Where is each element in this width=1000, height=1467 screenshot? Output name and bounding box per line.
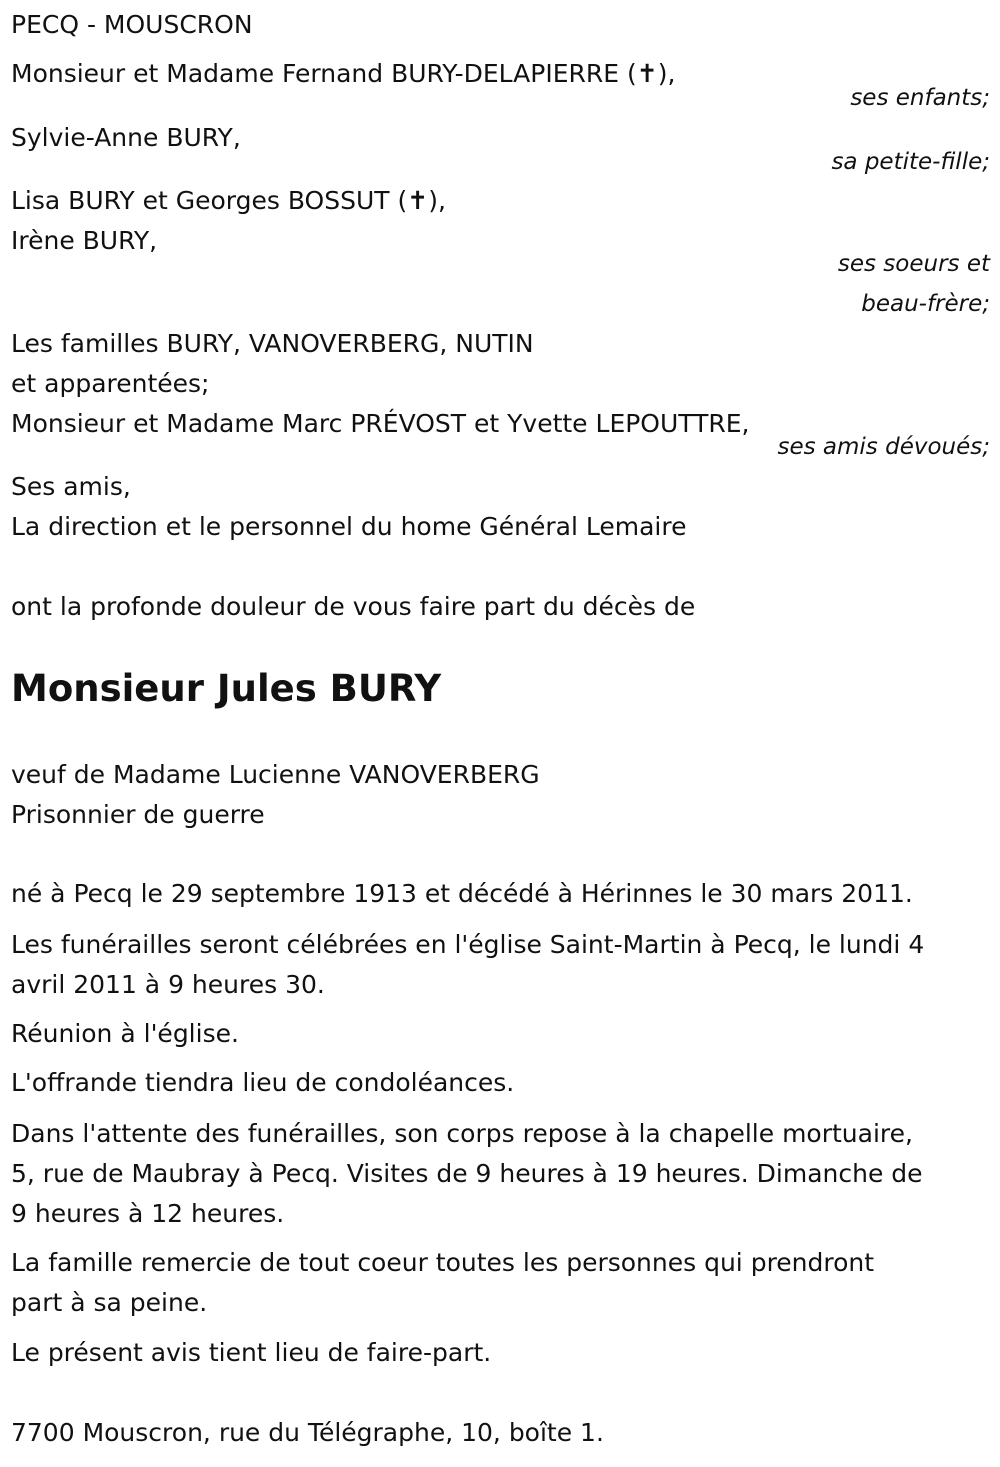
granddaughter-role: sa petite-fille; <box>831 149 990 175</box>
sisters-role-1: ses soeurs et <box>837 251 990 277</box>
meeting-line: Réunion à l'église. <box>11 1019 239 1048</box>
home-staff-line: La direction et le personnel du home Général Lemaire <box>11 512 687 541</box>
sister-line-2: Irène BURY, <box>11 226 158 255</box>
thanks-line-1: La famille remercie de tout coeur toutes les personnes qui prendront <box>11 1248 875 1277</box>
children-role: ses enfants; <box>850 85 990 111</box>
notice-line: Le présent avis tient lieu de faire-part. <box>11 1338 492 1367</box>
friends-couple-line: Monsieur et Madame Marc PRÉVOST et Yvette LEPOUTTRE, <box>11 409 750 438</box>
families-line-1: Les familles BURY, VANOVERBERG, NUTIN <box>11 329 534 358</box>
friends-couple-role: ses amis dévoués; <box>777 434 990 460</box>
sister-line-1: Lisa BURY et Georges BOSSUT (✝), <box>11 186 446 215</box>
birth-death-line: né à Pecq le 29 septembre 1913 et décédé à Hérinnes le 30 mars 2011. <box>11 879 913 908</box>
widower-line: veuf de Madame Lucienne VANOVERBERG <box>11 760 540 789</box>
children-line: Monsieur et Madame Fernand BURY-DELAPIERRE (✝), <box>11 59 676 88</box>
funeral-line-2: avril 2011 à 9 heures 30. <box>11 970 325 999</box>
address-line: 7700 Mouscron, rue du Télégraphe, 10, boîte 1. <box>11 1418 604 1447</box>
families-line-2: et apparentées; <box>11 369 210 398</box>
thanks-line-2: part à sa peine. <box>11 1288 208 1317</box>
deceased-name: Monsieur Jules BURY <box>11 667 442 710</box>
rest-line-1: Dans l'attente des funérailles, son corps repose à la chapelle mortuaire, <box>11 1119 913 1148</box>
announcement-line: ont la profonde douleur de vous faire part du décès de <box>11 592 696 621</box>
location-header: PECQ - MOUSCRON <box>11 10 253 39</box>
funeral-line-1: Les funérailles seront célébrées en l'église Saint-Martin à Pecq, le lundi 4 <box>11 930 925 959</box>
sisters-role-2: beau-frère; <box>861 291 990 317</box>
title-line: Prisonnier de guerre <box>11 800 265 829</box>
rest-line-3: 9 heures à 12 heures. <box>11 1199 285 1228</box>
friends-line: Ses amis, <box>11 472 131 501</box>
offering-line: L'offrande tiendra lieu de condoléances. <box>11 1068 515 1097</box>
rest-line-2: 5, rue de Maubray à Pecq. Visites de 9 heures à 19 heures. Dimanche de <box>11 1159 923 1188</box>
granddaughter-line: Sylvie-Anne BURY, <box>11 123 241 152</box>
